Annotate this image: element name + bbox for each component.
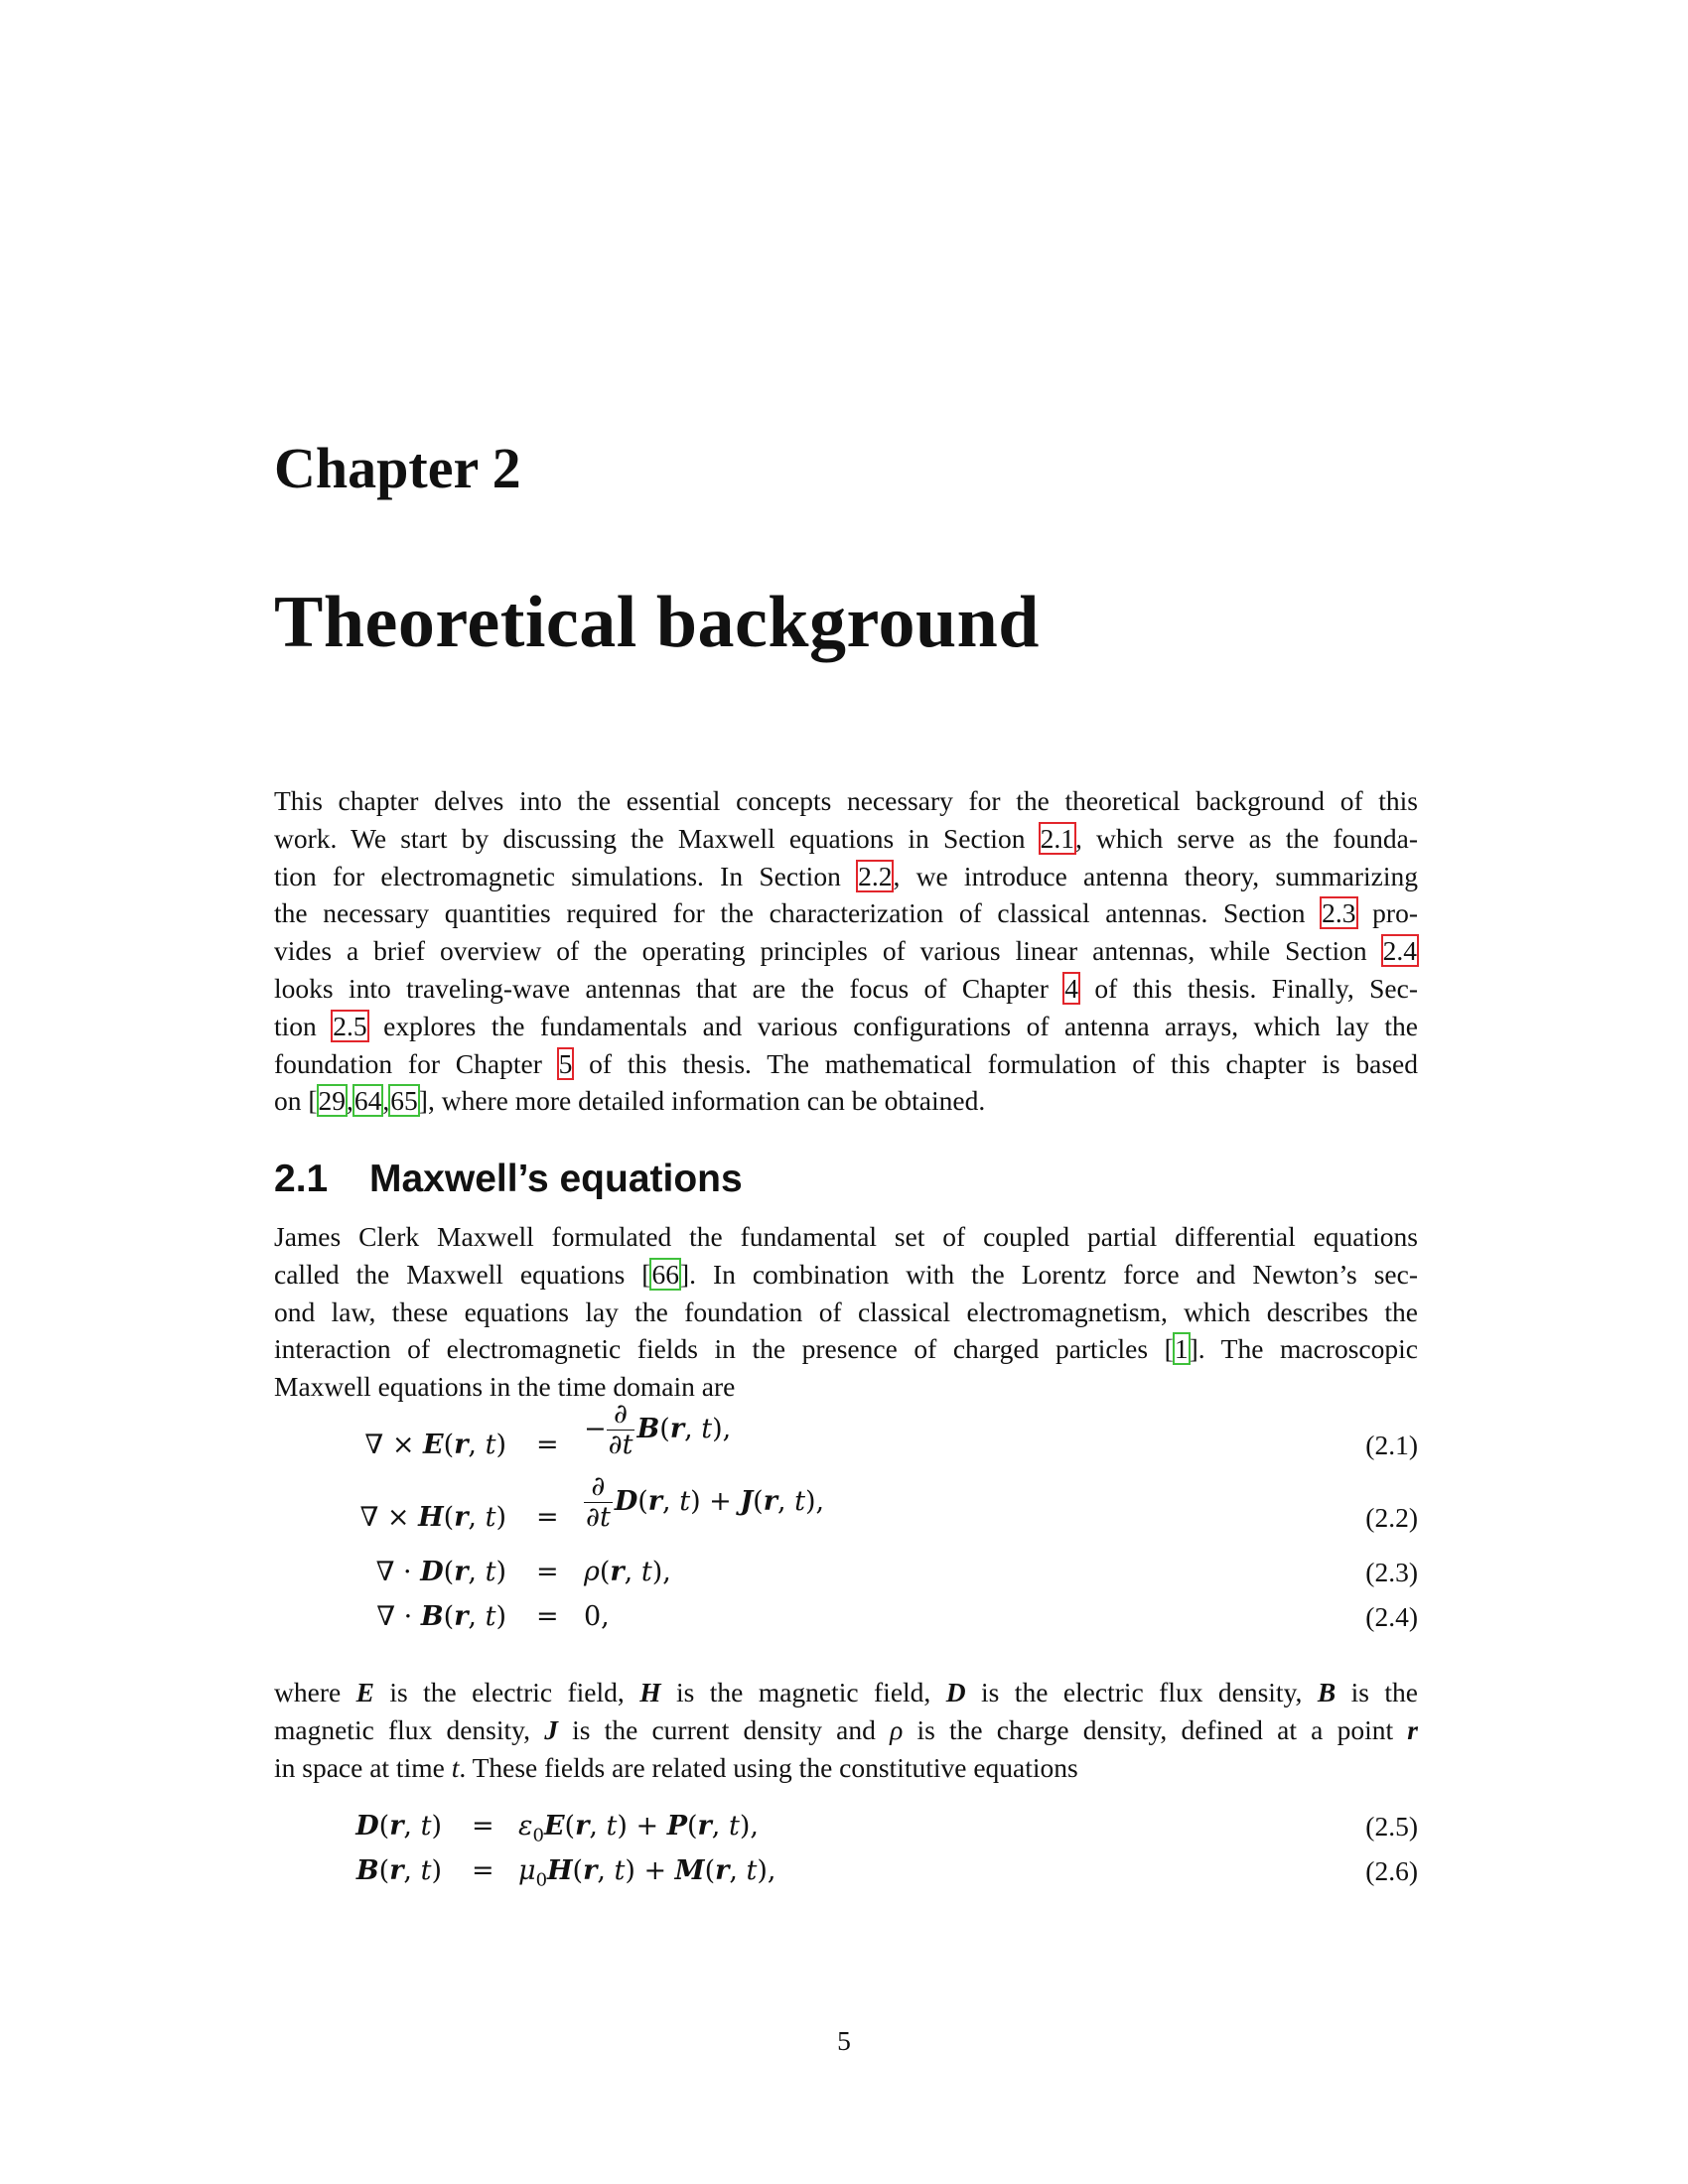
citation-link[interactable]: 29 <box>318 1085 347 1117</box>
equation-lhs: ∇ × H(r, t) <box>359 1502 506 1533</box>
maxwell-paragraph <box>274 1218 1418 1406</box>
text-line: in space at time t. These fields are related using the constitutive equations <box>274 1751 1078 1783</box>
equation-2-2 <box>0 1471 1688 1542</box>
section-heading <box>274 1158 743 1201</box>
equation-number: (2.6) <box>1365 1855 1418 1886</box>
equation-2-3 <box>0 1557 1688 1596</box>
text-line: James Clerk Maxwell formulated the fundamental set of coupled partial differential equations <box>274 1221 1418 1252</box>
equation-number: (2.2) <box>1365 1502 1418 1533</box>
section-link[interactable]: 2.1 <box>1040 822 1074 854</box>
citation-link[interactable]: 65 <box>390 1085 418 1117</box>
text-line: This chapter delves into the essential concepts necessary for the theoretical background of this <box>274 785 1418 816</box>
text-line: tion 2.5 explores the fundamentals and various configurations of antenna arrays, which lay the <box>274 1010 1419 1041</box>
section-number: 2.1 <box>274 1158 329 1200</box>
text-line: called the Maxwell equations [66]. In combination with the Lorentz force and Newton’s sec- <box>274 1258 1418 1290</box>
section-link[interactable]: 2.4 <box>1382 935 1417 967</box>
citation-link[interactable]: 66 <box>651 1258 679 1290</box>
equation-lhs: B(r, t) <box>355 1855 442 1886</box>
equation-rhs: − $\frac{\partial}{\partial t}$ B(r, t), <box>584 1399 732 1460</box>
equation-lhs: ∇ · D(r, t) <box>375 1557 506 1587</box>
equation-relation: = <box>472 1855 494 1886</box>
equation-relation: = <box>536 1430 559 1460</box>
equation-2-4 <box>0 1601 1688 1641</box>
equation-number: (2.3) <box>1365 1557 1418 1587</box>
fields-paragraph <box>274 1674 1418 1786</box>
text-line: work. We start by discussing the Maxwell equations in Section 2.1, which serve as the founda- <box>274 822 1418 854</box>
section-link[interactable]: 2.5 <box>333 1010 367 1041</box>
section-link[interactable]: 2.2 <box>858 860 893 891</box>
equation-2-1 <box>0 1399 1688 1469</box>
equation-lhs: D(r, t) <box>355 1811 442 1842</box>
chapter-label: Chapter 2 <box>274 436 521 500</box>
equation-lhs: ∇ · B(r, t) <box>376 1601 506 1632</box>
section-link[interactable]: 4 <box>1064 972 1079 1004</box>
intro-paragraph <box>274 782 1418 1120</box>
section-link[interactable]: 5 <box>558 1047 573 1079</box>
text-line: the necessary quantities required for the characterization of classical antennas. Section 2.3 pro- <box>274 897 1418 929</box>
equation-relation: = <box>536 1502 559 1533</box>
equation-relation: = <box>472 1811 494 1842</box>
equation-rhs: ρ(r, t), <box>584 1557 671 1587</box>
text-line: tion for electromagnetic simulations. In Section 2.2, we introduce antenna theory, summarizing <box>274 860 1418 891</box>
citation-link[interactable]: 1 <box>1174 1333 1189 1365</box>
equation-number: (2.4) <box>1365 1601 1418 1632</box>
equation-rhs: $\varepsilon_0E(r$, t) + P(r, t), <box>518 1811 759 1846</box>
equation-relation: = <box>536 1601 559 1632</box>
text-line: vides a brief overview of the operating principles of various linear antennas, while Section 2.4 <box>274 935 1417 967</box>
equation-2-5 <box>0 1811 1688 1850</box>
section-title: Maxwell’s equations <box>369 1158 743 1200</box>
equation-rhs: $\frac{\partial}{\partial t}$ D(r, t) + J(r, t), <box>586 1471 825 1533</box>
text-line: ond law, these equations lay the foundation of classical electromagnetism, which describes the <box>274 1296 1418 1327</box>
equation-lhs: ∇ × E(r, t) <box>364 1430 506 1460</box>
equation-rhs: $\mu_0H(r$, t) + M(r, t), <box>518 1855 776 1891</box>
text-line: on [29,64,65], where more detailed information can be obtained. <box>274 1085 986 1117</box>
text-line: interaction of electromagnetic fields in the presence of charged particles [1]. The macroscopic <box>274 1333 1418 1365</box>
equation-2-6 <box>0 1855 1688 1895</box>
equation-number: (2.5) <box>1365 1811 1418 1842</box>
text-line: looks into traveling-wave antennas that are the focus of Chapter 4 of this thesis. Finally, Sec- <box>274 972 1419 1004</box>
text-line: magnetic flux density, J is the current density and ρ is the charge density, defined at a point r <box>274 1713 1418 1745</box>
equation-relation: = <box>536 1557 559 1587</box>
citation-link[interactable]: 64 <box>353 1085 382 1117</box>
text-line: foundation for Chapter 5 of this thesis. The mathematical formulation of this chapter is based <box>274 1047 1418 1079</box>
section-link[interactable]: 2.3 <box>1322 897 1356 929</box>
chapter-title: Theoretical background <box>274 582 1040 663</box>
text-line: Maxwell equations in the time domain are <box>274 1371 736 1403</box>
equation-number: (2.1) <box>1365 1430 1418 1460</box>
text-line: where E is the electric field, H is the magnetic field, D is the electric flux density, B is the <box>274 1677 1418 1707</box>
page-number: 5 <box>837 2025 851 2056</box>
equation-rhs: 0, <box>584 1601 610 1632</box>
